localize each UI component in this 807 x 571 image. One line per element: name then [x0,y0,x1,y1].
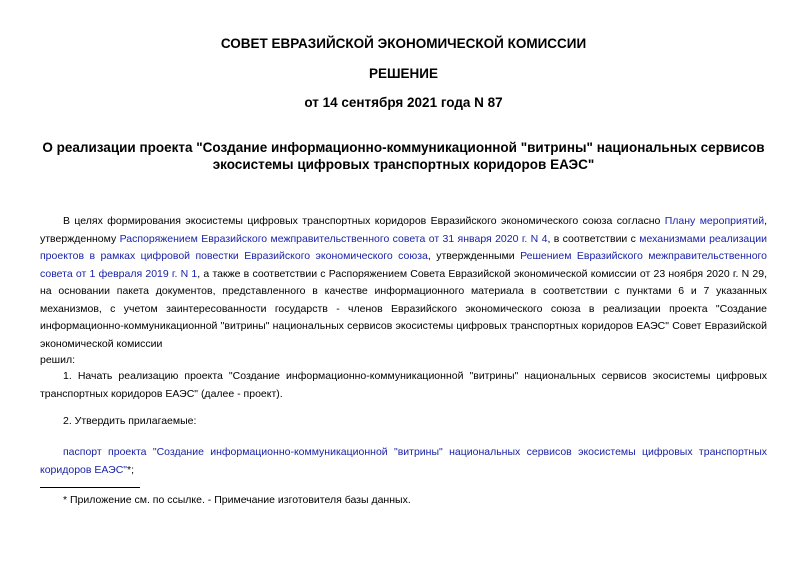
link-passport[interactable]: паспорт проекта "Создание информационно-коммуникационной "витрины" национальных сервисов экосистемы цифровых транспортных коридоров ЕАЭС" [40,446,767,476]
footnote: * Приложение см. по ссылке. - Примечание изготовителя базы данных. [63,494,411,506]
preamble-text-1: В целях формирования экосистемы цифровых транспортных коридоров Евразийского экономического союза согласно [63,215,665,227]
link-mechanisms[interactable]: механизмами реализации проектов в рамках цифровой повестки Евразийского экономического союза [40,232,767,262]
preamble-text-4: , утвержденными [427,250,521,262]
preamble-paragraph [40,213,767,353]
link-plan[interactable]: Плану мероприятий [664,215,765,227]
item-1: 1. Начать реализацию проекта "Создание информационно-коммуникационной "витрины" национальных сервисов экосистемы цифровых транспортных коридоров ЕАЭС" (далее - проект). [40,370,767,400]
preamble-text-5: , а также в соответствии с Распоряжением Совета Евразийской экономической комиссии от 23 ноября 2020 г. N 29, на основании пакета документов, представленного в качестве информационного материала в соответствии с пунктами 6 и 7 указанных механизмов, с учетом заинтересованности государств - членов Евразийского экономического союза в реализации проекта "Создание информационно-коммуникационной "витрины" национальных сервисов экосистемы цифровых транспортных коридоров ЕАЭС" Совет Евразийской экономической комиссии [40,267,767,350]
item-2: 2. Утвердить прилагаемые: [63,415,197,427]
preamble-text-2: , утвержденному [40,215,767,245]
document-title-line2: экосистемы цифровых транспортных коридоров ЕАЭС" [212,157,595,172]
document-title-line1: О реализации проекта "Создание информационно-коммуникационной "витрины" национальных сервисов [42,140,765,155]
link-decision-2019[interactable]: Решением Евразийского межправительственного совета от 1 февраля 2019 г. N 1 [40,250,767,280]
preamble-text-3: , в соответствии с [547,232,640,245]
decided-label: решил: [40,354,76,366]
link-order-2020[interactable]: Распоряжением Евразийского межправительственного совета от 31 января 2020 г. N 4 [119,232,548,245]
footnote-divider [40,487,140,488]
passport-item [40,444,767,479]
document-date-number: от 14 сентября 2021 года N 87 [304,95,503,110]
document-type: РЕШЕНИЕ [368,66,439,81]
document-title [0,139,807,173]
organization-title: СОВЕТ ЕВРАЗИЙСКОЙ ЭКОНОМИЧЕСКОЙ КОМИССИИ [220,36,587,51]
passport-suffix: *; [127,463,135,476]
